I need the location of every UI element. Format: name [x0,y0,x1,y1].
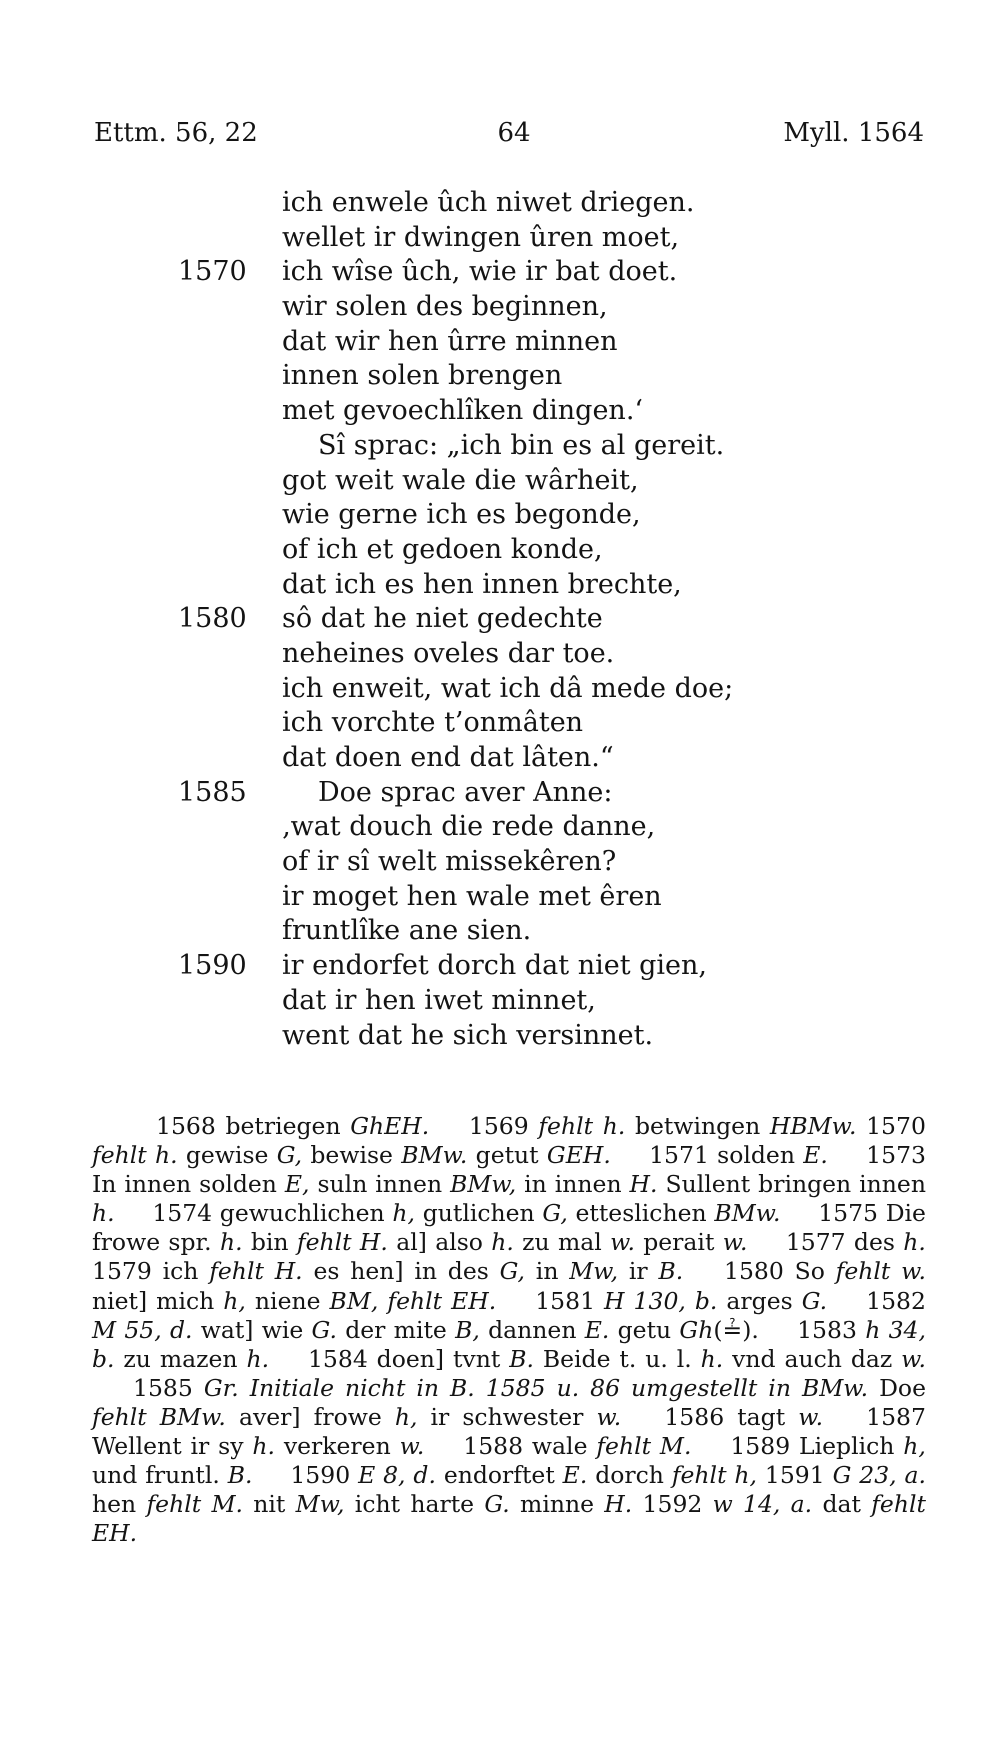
verse-text-line: ir moget hen wale met êren [282,880,662,912]
verse-text-line: ich enweit, wat ich dâ mede doe; [282,672,734,704]
verse-line [0,533,1000,568]
header-right-reference: Myll. 1564 [783,118,924,148]
verse-line [0,880,1000,915]
verse-line [0,290,1000,325]
verse-text-line: went dat he sich versinnet. [282,1019,654,1051]
verse-text-line: innen solen brengen [282,360,563,392]
verse-text-line: got weit wale die wârheit, [282,464,639,496]
verse-text-line: wellet ir dwingen ûren moet, [282,221,680,253]
verse-line [0,741,1000,776]
verse-text-line: dat wir hen ûrre minnen [282,325,618,357]
verse-line [0,429,1000,464]
verse-text-line: met gevoechlîken dingen.‘ [282,395,643,427]
verse-text-line: wir solen des beginnen, [282,291,608,323]
verse-text-line: ir endorfet dorch dat niet gien, [282,950,707,982]
verse-text-line: dat ich es hen innen brechte, [282,568,682,600]
verse-text-line: ich wîse ûch, wie ir bat doet. [282,256,678,288]
verse-text-line: ich vorchte t’onmâten [282,707,584,739]
line-number: 1580 [178,603,247,635]
verse-line [0,464,1000,499]
running-header [94,118,924,158]
page-number: 64 [497,118,531,148]
verse-line [0,255,1000,290]
apparatus-paragraph: 1568 betriegen GhEH. 1569 fehlt h. betwingen HBMw. 1570 fehlt h. gewise G, bewise BMw. getut GEH. 1571 solden E. 1573 In innen solden E, suln innen BMw, in innen H. Sullent bringen innen h. 1574 gewuchlichen h, gutlichen G, etteslichen BMw. 1575 Die frowe spr. h. bin fehlt H. al] also h. zu mal w. perait w. 1577 des h. 1579 ich fehlt H. es hen] in des G, in Mw, ir B. 1580 So fehlt w. niet] mich h, niene BM, fehlt EH. 1581 H 130, b. arges G. 1582 M 55, d. wat] wie G. der mite B, dannen E. getu Gh(≟). 1583 h 34, b. zu mazen h. 1584 doen] tvnt B. Beide t. u. l. h. vnd auch daz w. 1585 Gr. Initiale nicht in B. 1585 u. 86 umgestellt in BMw. Doe fehlt BMw. aver] frowe h, ir schwester w. 1586 tagt w. 1587 Wellent ir sy h. verkeren w. 1588 wale fehlt M. 1589 Lieplich h, und fruntl. B. 1590 E 8, d. endorftet E. dorch fehlt h, 1591 G 23, a. hen fehlt M. nit Mw, icht harte G. minne H. 1592 w 14, a. dat fehlt EH. [92,1112,926,1548]
verse-text [0,186,1000,1053]
verse-line [0,568,1000,603]
verse-line [0,672,1000,707]
verse-text-line: dat ir hen iwet minnet, [282,984,596,1016]
verse-text-line: of ich et gedoen konde, [282,533,603,565]
verse-line [0,186,1000,221]
verse-line [0,776,1000,811]
verse-text-line: wie gerne ich es begonde, [282,499,641,531]
verse-line [0,221,1000,256]
line-number: 1570 [178,256,247,288]
line-number: 1590 [178,950,247,982]
verse-line [0,602,1000,637]
verse-line [0,637,1000,672]
verse-line [0,914,1000,949]
verse-line [0,359,1000,394]
header-left-reference: Ettm. 56, 22 [94,118,258,148]
verse-line [0,984,1000,1019]
verse-text-line: ich enwele ûch niwet driegen. [282,187,695,218]
verse-text-line: fruntlîke ane sien. [282,915,532,947]
verse-text-line: dat doen end dat lâten.“ [282,742,614,773]
verse-line [0,810,1000,845]
verse-line [0,498,1000,533]
verse-text-line: Doe sprac aver Anne: [318,776,613,808]
verse-line [0,325,1000,360]
verse-line [0,949,1000,984]
line-number: 1585 [178,776,247,808]
verse-text-line: neheines oveles dar toe. [282,637,615,669]
verse-line [0,845,1000,880]
verse-line [0,394,1000,429]
critical-apparatus [92,1112,926,1548]
verse-line [0,706,1000,741]
verse-text-line: ‚wat douch die rede danne, [282,811,656,843]
verse-text-line: of ir sî welt missekêren? [282,846,617,878]
verse-text-line: Sî sprac: „ich bin es al gereit. [318,429,725,461]
verse-line [0,1019,1000,1054]
verse-text-line: sô dat he niet gedechte [282,603,603,635]
